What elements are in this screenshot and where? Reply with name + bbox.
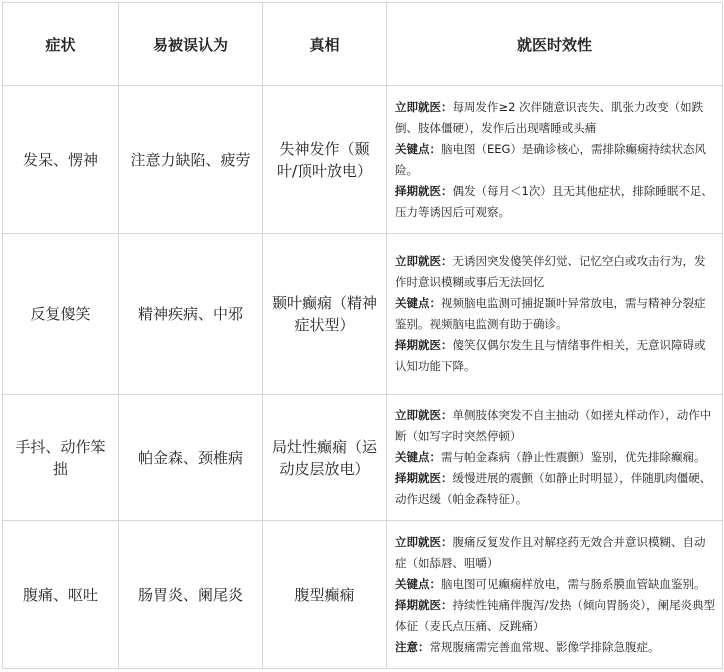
truth-cell: 腹型癫痫 [263,521,387,669]
header-truth: 真相 [263,3,387,86]
note-text: 脑电图（EEG）是确诊核心，需排除癫痫持续状态风险。 [395,141,706,177]
mistaken-cell: 精神疾病、中邪 [119,234,263,395]
note-item [395,447,716,468]
symptom-cell: 腹痛、呕吐 [3,521,119,669]
note-label: 择期就医： [395,338,453,352]
truth-cell: 局灶性癫痫（运动皮层放电） [263,395,387,521]
note-item [395,405,716,447]
note-item [395,251,716,293]
timeliness-cell [387,521,723,669]
table-row [3,521,723,669]
symptom-cell: 手抖、动作笨拙 [3,395,119,521]
note-label: 择期就医： [395,597,453,612]
note-label: 择期就医： [395,183,453,198]
mistaken-cell: 注意力缺陷、疲劳 [119,86,263,234]
table-header-row [3,3,723,86]
note-item [395,293,716,335]
note-text: 腹痛反复发作且对解痉药无效合并意识模糊、自动症（如舔唇、咀嚼） [395,534,706,570]
note-item [395,574,716,595]
header-timeliness: 就医时效性 [387,3,723,86]
note-item [395,595,716,637]
symptom-cell: 发呆、愣神 [3,86,119,234]
symptom-table [2,2,723,669]
mistaken-cell: 帕金森、颈椎病 [119,395,263,521]
note-label: 立即就医： [395,408,453,422]
note-label: 立即就医： [395,534,453,549]
header-symptom: 症状 [3,3,119,86]
note-item [395,637,716,658]
note-item [395,181,716,223]
note-text: 无诱因突发傻笑伴幻觉、记忆空白或攻击行为，发作时意识模糊或事后无法回忆 [395,254,706,289]
note-item [395,335,716,377]
timeliness-cell [387,234,723,395]
table-row [3,395,723,521]
note-text: 视频脑电监测可捕捉颞叶异常放电，需与精神分裂症鉴别。视频脑电监测有助于确诊。 [395,296,706,331]
timeliness-cell [387,395,723,521]
note-text: 持续性钝痛伴腹泻/发热（倾向胃肠炎），阑尾炎典型体征（麦氏点压痛、反跳痛） [395,597,716,633]
note-item [395,468,716,510]
table-row [3,234,723,395]
note-text: 傻笑仅偶尔发生且与情绪事件相关，无意识障碍或认知功能下降。 [395,338,706,373]
note-item [395,532,716,574]
note-label: 关键点： [395,296,441,310]
symptom-cell: 反复傻笑 [3,234,119,395]
header-mistaken: 易被误认为 [119,3,263,86]
note-label: 关键点： [395,141,441,156]
note-label: 立即就医： [395,254,453,268]
note-text: 需与帕金森病（静止性震颤）鉴别，优先排除癫痫。 [441,450,706,464]
note-text: 常规腹痛需完善血常规、影像学排除急腹症。 [429,639,660,654]
truth-cell: 失神发作（颞叶/顶叶放电） [263,86,387,234]
note-item [395,97,716,139]
note-label: 关键点： [395,576,441,591]
note-label: 择期就医： [395,471,453,485]
table-row [3,86,723,234]
note-label: 立即就医： [395,99,453,114]
note-item [395,139,716,181]
truth-cell: 颞叶癫痫（精神症状型） [263,234,387,395]
note-text: 每周发作≥2 次伴随意识丧失、肌张力改变（如跌倒、肢体僵硬），发作后出现嗜睡或头痛 [395,99,704,135]
note-label: 注意： [395,639,430,654]
note-label: 关键点： [395,450,441,464]
timeliness-cell [387,86,723,234]
note-text: 脑电图可见癫痫样放电，需与肠系膜血管缺血鉴别。 [441,576,706,591]
mistaken-cell: 肠胃炎、阑尾炎 [119,521,263,669]
note-text: 偶发（每月＜1次）且无其他症状，排除睡眠不足、压力等诱因后可观察。 [395,183,713,219]
note-text: 单侧肢体突发不自主抽动（如搓丸样动作），动作中断（如写字时突然停顿） [395,408,712,443]
note-text: 缓慢进展的震颤（如静止时明显），伴随肌肉僵硬、动作迟缓（帕金森特征）。 [395,471,712,506]
